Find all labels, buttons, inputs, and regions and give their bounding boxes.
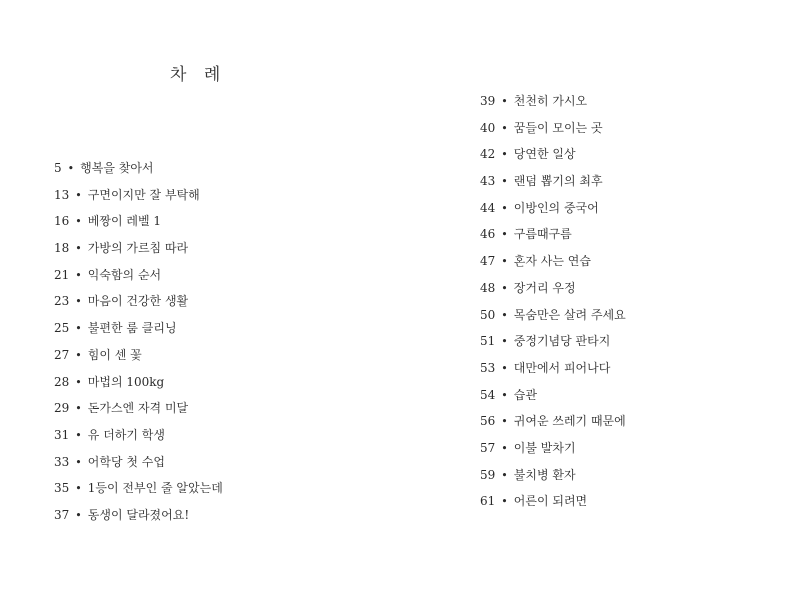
toc-page-number: 39 bbox=[480, 94, 496, 108]
toc-entry bbox=[54, 291, 223, 318]
toc-separator: • bbox=[75, 375, 82, 389]
toc-page-number: 43 bbox=[480, 174, 496, 189]
toc-entry bbox=[54, 265, 223, 292]
toc-entry bbox=[480, 358, 626, 385]
toc-separator: • bbox=[501, 388, 508, 402]
toc-chapter-title: 꿈들이 모이는 곳 bbox=[513, 120, 603, 135]
toc-separator: • bbox=[501, 148, 508, 162]
toc-separator: • bbox=[75, 295, 82, 309]
toc-page-number: 35 bbox=[54, 481, 70, 496]
toc-chapter-title: 행복을 찾아서 bbox=[80, 161, 154, 175]
toc-page-number: 21 bbox=[54, 267, 70, 282]
toc-separator: • bbox=[501, 415, 508, 429]
toc-separator: • bbox=[75, 215, 82, 229]
toc-chapter-title: 동생이 달라졌어요! bbox=[87, 507, 190, 522]
toc-separator: • bbox=[501, 335, 508, 349]
toc-page-number: 54 bbox=[480, 387, 496, 402]
toc-entry bbox=[480, 251, 626, 278]
toc-entry bbox=[54, 238, 223, 265]
toc-page-number: 31 bbox=[54, 427, 70, 442]
toc-page-number: 46 bbox=[480, 227, 496, 242]
toc-entry bbox=[480, 171, 626, 198]
toc-chapter-title: 중정기념당 판타지 bbox=[513, 334, 611, 349]
toc-entry bbox=[480, 305, 626, 332]
toc-chapter-title: 1등이 전부인 줄 알았는데 bbox=[87, 481, 223, 496]
toc-page-number: 23 bbox=[54, 294, 70, 309]
toc-separator: • bbox=[75, 508, 82, 522]
toc-separator: • bbox=[75, 322, 82, 336]
toc-chapter-title: 불치병 환자 bbox=[513, 467, 576, 482]
toc-page-number: 51 bbox=[480, 334, 496, 349]
toc-page-number: 44 bbox=[480, 200, 496, 215]
toc-chapter-title: 불편한 룸 클리닝 bbox=[87, 321, 177, 336]
toc-entry bbox=[480, 224, 626, 251]
toc-chapter-title: 장거리 우정 bbox=[513, 280, 576, 295]
toc-separator: • bbox=[75, 428, 82, 442]
toc-entry bbox=[480, 465, 626, 492]
toc-chapter-title: 이불 발차기 bbox=[513, 440, 576, 455]
toc-right-column bbox=[480, 91, 626, 518]
toc-chapter-title: 어른이 되려면 bbox=[513, 494, 588, 509]
toc-entry bbox=[480, 278, 626, 305]
toc-entry bbox=[54, 211, 223, 238]
toc-entry bbox=[54, 505, 223, 532]
toc-page-number: 56 bbox=[480, 414, 496, 429]
toc-separator: • bbox=[501, 308, 508, 322]
toc-separator: • bbox=[501, 95, 508, 108]
toc-separator: • bbox=[75, 402, 82, 416]
toc-separator: • bbox=[501, 441, 508, 455]
toc-separator: • bbox=[75, 188, 82, 202]
toc-entry bbox=[54, 158, 223, 185]
toc-page-number: 53 bbox=[480, 360, 496, 375]
toc-page-number: 5 bbox=[54, 161, 62, 175]
toc-entry bbox=[480, 118, 626, 145]
toc-entry bbox=[480, 331, 626, 358]
toc-separator: • bbox=[501, 281, 508, 295]
toc-left-column bbox=[54, 158, 223, 532]
toc-chapter-title: 습관 bbox=[513, 387, 537, 402]
toc-entry bbox=[480, 438, 626, 465]
toc-separator: • bbox=[501, 228, 508, 242]
toc-entry bbox=[54, 452, 223, 479]
toc-separator: • bbox=[75, 455, 82, 469]
toc-separator: • bbox=[67, 162, 75, 175]
toc-chapter-title: 마법의 100kg bbox=[87, 374, 165, 389]
toc-page-number: 37 bbox=[54, 507, 70, 522]
toc-page-number: 16 bbox=[54, 214, 70, 229]
toc-entry bbox=[480, 385, 626, 412]
toc-chapter-title: 힘이 센 꽃 bbox=[87, 347, 142, 362]
toc-chapter-title: 돈가스엔 자격 미달 bbox=[87, 401, 189, 416]
toc-page-number: 50 bbox=[480, 307, 496, 322]
toc-page-number: 28 bbox=[54, 374, 70, 389]
toc-page-number: 13 bbox=[54, 187, 70, 202]
toc-separator: • bbox=[75, 242, 82, 256]
toc-entry bbox=[54, 478, 223, 505]
toc-separator: • bbox=[501, 361, 508, 375]
toc-entry bbox=[480, 91, 626, 118]
toc-entry bbox=[54, 345, 223, 372]
toc-chapter-title: 가방의 가르침 따라 bbox=[87, 241, 189, 256]
toc-chapter-title: 구면이지만 잘 부탁해 bbox=[87, 187, 200, 202]
toc-chapter-title: 목숨만은 살려 주세요 bbox=[513, 307, 626, 322]
toc-chapter-title: 귀여운 쓰레기 때문에 bbox=[513, 414, 626, 429]
toc-entry bbox=[54, 398, 223, 425]
toc-separator: • bbox=[501, 201, 508, 215]
toc-separator: • bbox=[75, 482, 82, 496]
toc-chapter-title: 마음이 건강한 생활 bbox=[87, 294, 189, 309]
toc-chapter-title: 구름때구름 bbox=[513, 227, 572, 242]
toc-chapter-title: 베짱이 레벨 1 bbox=[87, 214, 162, 229]
toc-separator: • bbox=[75, 268, 82, 282]
toc-page-number: 29 bbox=[54, 401, 70, 416]
toc-chapter-title: 랜덤 뽑기의 최후 bbox=[513, 174, 603, 189]
toc-entry bbox=[54, 318, 223, 345]
toc-entry bbox=[54, 185, 223, 212]
toc-entry bbox=[480, 198, 626, 225]
toc-chapter-title: 당연한 일상 bbox=[513, 147, 576, 162]
toc-separator: • bbox=[75, 348, 82, 362]
toc-separator: • bbox=[501, 495, 508, 509]
toc-separator: • bbox=[501, 175, 508, 189]
toc-chapter-title: 천천히 가시오 bbox=[513, 94, 588, 108]
toc-page-number: 27 bbox=[54, 347, 70, 362]
toc-page-number: 61 bbox=[480, 494, 496, 509]
toc-separator: • bbox=[501, 255, 508, 269]
toc-page-number: 25 bbox=[54, 321, 70, 336]
toc-page-number: 18 bbox=[54, 241, 70, 256]
toc-page-number: 47 bbox=[480, 254, 496, 269]
toc-page-number: 48 bbox=[480, 280, 496, 295]
toc-page-number: 33 bbox=[54, 454, 70, 469]
toc-separator: • bbox=[501, 121, 508, 135]
toc-chapter-title: 어학당 첫 수업 bbox=[87, 454, 165, 469]
page-title: 차 례 bbox=[170, 65, 227, 85]
toc-chapter-title: 유 더하기 학생 bbox=[87, 427, 165, 442]
toc-page-number: 59 bbox=[480, 467, 496, 482]
toc-page-number: 57 bbox=[480, 440, 496, 455]
toc-entry bbox=[480, 491, 626, 518]
toc-entry bbox=[480, 411, 626, 438]
toc-chapter-title: 혼자 사는 연습 bbox=[513, 254, 591, 269]
toc-entry bbox=[54, 372, 223, 399]
toc-separator: • bbox=[501, 468, 508, 482]
toc-entry bbox=[54, 425, 223, 452]
toc-page-number: 42 bbox=[480, 147, 496, 162]
toc-entry bbox=[480, 144, 626, 171]
toc-chapter-title: 대만에서 피어나다 bbox=[513, 360, 611, 375]
toc-page-number: 40 bbox=[480, 120, 496, 135]
toc-chapter-title: 익숙함의 순서 bbox=[87, 267, 162, 282]
toc-chapter-title: 이방인의 중국어 bbox=[513, 200, 599, 215]
